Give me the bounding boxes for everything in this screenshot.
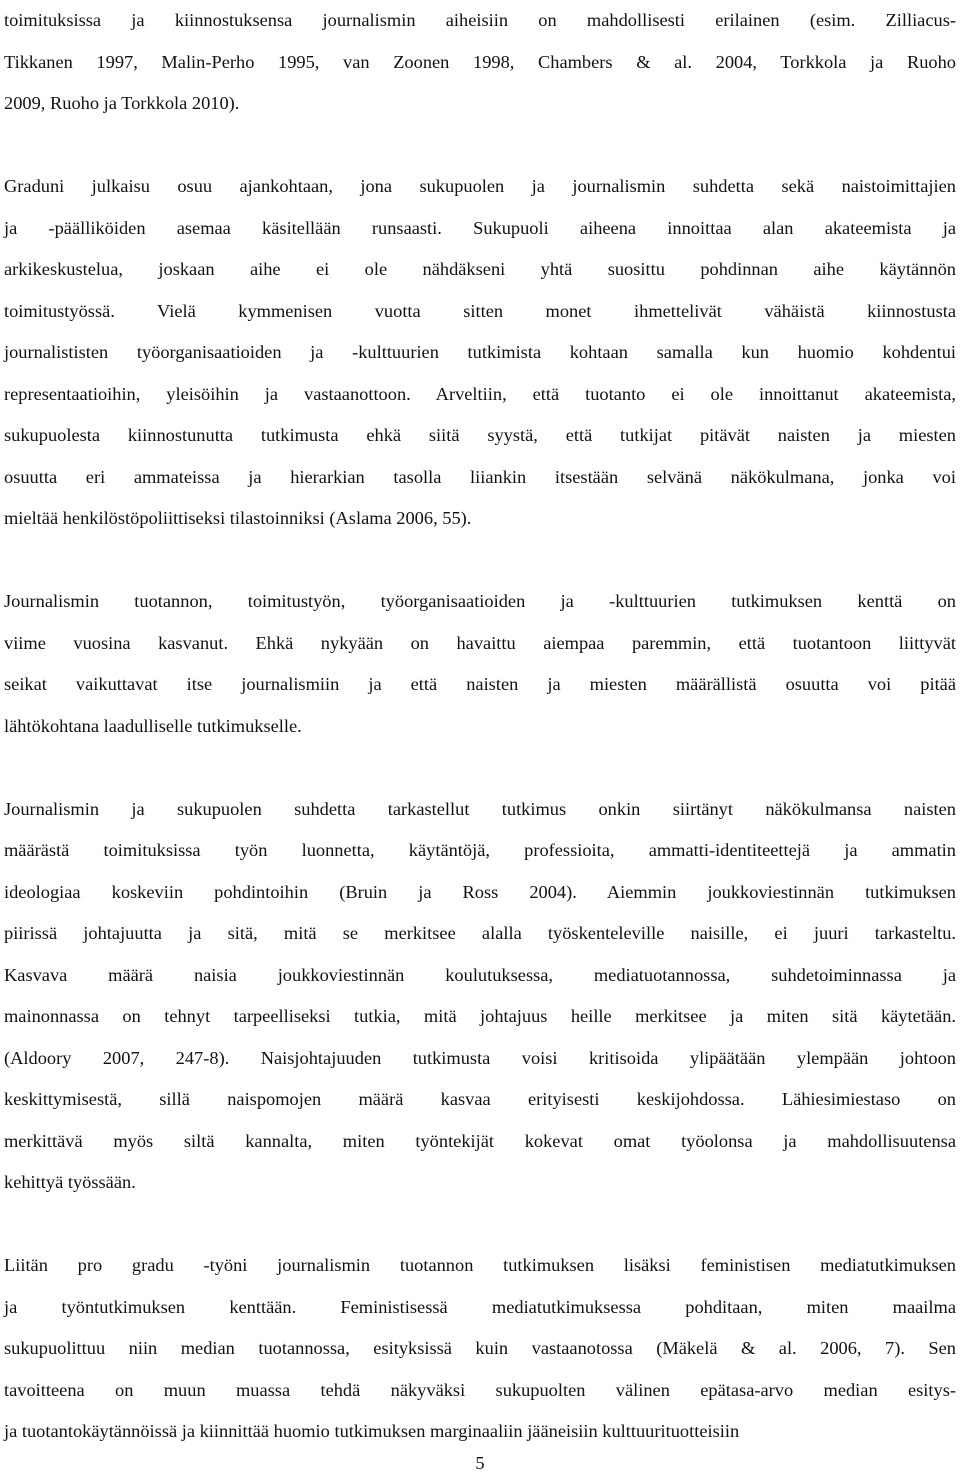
- text-line: sukupuolittuu niin median tuotannossa, esityksissä kuin vastaanotossa (Mäkelä & al. 2006, 7). Sen: [4, 1338, 956, 1358]
- text-line: piirissä johtajuutta ja sitä, mitä se merkitsee alalla työskenteleville naisille, ei juuri tarkasteltu.: [4, 923, 956, 943]
- text-line: Journalismin ja sukupuolen suhdetta tarkastellut tutkimus onkin siirtänyt näkökulmansa naisten: [4, 798, 956, 819]
- text-line: määrästä toimituksissa työn luonnetta, käytäntöjä, professioita, ammatti-identiteettejä ja ammatin: [4, 840, 956, 860]
- paragraph-gap: [4, 1204, 956, 1246]
- text-line: tavoitteena on muun muassa tehdä näkyväksi sukupuolten välinen epätasa-arvo median esitys-: [4, 1379, 956, 1400]
- paragraph: [4, 0, 956, 125]
- text-line: seikat vaikuttavat itse journalismiin ja että naisten ja miesten määrällistä osuutta voi pitää: [4, 674, 956, 694]
- text-line: Tikkanen 1997, Malin-Perho 1995, van Zoonen 1998, Chambers & al. 2004, Torkkola ja Ruoho: [4, 51, 956, 72]
- text-line: ja työntutkimuksen kenttään. Feministisessä mediatutkimuksessa pohditaan, miten maailma: [4, 1296, 956, 1317]
- text-line: toimituksissa ja kiinnostuksensa journalismin aiheisiin on mahdollisesti erilainen (esim. Zilliacus-: [4, 10, 956, 30]
- text-line: representaatioihin, yleisöihin ja vastaanottoon. Arveltiin, että tuotanto ei ole innoittanut akateemista,: [4, 383, 956, 404]
- paragraph-gap: [4, 747, 956, 789]
- paragraph: [4, 166, 956, 540]
- text-line: ja tuotantokäytännöissä ja kiinnittää huomio tutkimuksen marginaaliin jääneisiin kulttuurituotteisiin: [4, 1421, 740, 1441]
- page-number: 5: [475, 1453, 485, 1473]
- paragraph-gap: [4, 540, 956, 582]
- text-line: (Aldoory 2007, 247-8). Naisjohtajuuden tutkimusta voisi kritisoida ylipäätään ylempään johtoon: [4, 1047, 956, 1068]
- text-line: 2009, Ruoho ja Torkkola 2010).: [4, 93, 240, 113]
- paragraph: [4, 789, 956, 1204]
- text-line: keskittymisestä, sillä naispomojen määrä kasvaa erityisesti keskijohdossa. Lähiesimiestaso on: [4, 1089, 956, 1109]
- text-line: Liitän pro gradu -työni journalismin tuotannon tutkimuksen lisäksi feministisen mediatutkimuksen: [4, 1255, 956, 1275]
- text-line: toimitustyössä. Vielä kymmenisen vuotta sitten monet ihmettelivät vähäistä kiinnostusta: [4, 300, 956, 321]
- text-line: Journalismin tuotannon, toimitustyön, työorganisaatioiden ja -kulttuurien tutkimuksen kenttä on: [4, 591, 956, 611]
- text-line: osuutta eri ammateissa ja hierarkian tasolla liiankin itsestään selvänä näkökulmana, jonka voi: [4, 466, 956, 487]
- text-line: merkittävä myös siltä kannalta, miten työntekijät kokevat omat työolonsa ja mahdollisuutensa: [4, 1130, 956, 1151]
- text-line: ideologiaa koskeviin pohdintoihin (Bruin ja Ross 2004). Aiemmin joukkoviestinnän tutkimuksen: [4, 881, 956, 902]
- text-line: lähtökohtana laadulliselle tutkimukselle.: [4, 715, 302, 736]
- body-text: [4, 0, 956, 1453]
- paragraph: [4, 1245, 956, 1453]
- text-line: mainonnassa on tehnyt tarpeelliseksi tutkia, mitä johtajuus heille merkitsee ja miten sitä käytetään.: [4, 1006, 956, 1026]
- text-line: mieltää henkilöstöpoliittiseksi tilastoinniksi (Aslama 2006, 55).: [4, 508, 472, 528]
- document-page: [4, 0, 956, 1482]
- text-line: arkikeskustelua, joskaan aihe ei ole nähdäkseni yhtä suosittu pohdinnan aihe käytännön: [4, 259, 956, 279]
- text-line: Kasvava määrä naisia joukkoviestinnän koulutuksessa, mediatuotannossa, suhdetoiminnassa ja: [4, 964, 956, 985]
- text-line: kehittyä työssään.: [4, 1172, 136, 1192]
- text-line: journalististen työorganisaatioiden ja -kulttuurien tutkimista kohtaan samalla kun huomio kohdentui: [4, 342, 956, 362]
- paragraph: [4, 581, 956, 747]
- paragraph-gap: [4, 125, 956, 167]
- text-line: ja -päälliköiden asemaa käsitellään runsaasti. Sukupuoli aiheena innoittaa alan akateemista ja: [4, 217, 956, 238]
- text-line: viime vuosina kasvanut. Ehkä nykyään on havaittu aiempaa paremmin, että tuotantoon liittyvät: [4, 632, 956, 653]
- text-line: Graduni julkaisu osuu ajankohtaan, jona sukupuolen ja journalismin suhdetta sekä naistoimittajien: [4, 176, 956, 196]
- text-line: sukupuolesta kiinnostunutta tutkimusta ehkä siitä syystä, että tutkijat pitävät naisten ja miesten: [4, 425, 956, 445]
